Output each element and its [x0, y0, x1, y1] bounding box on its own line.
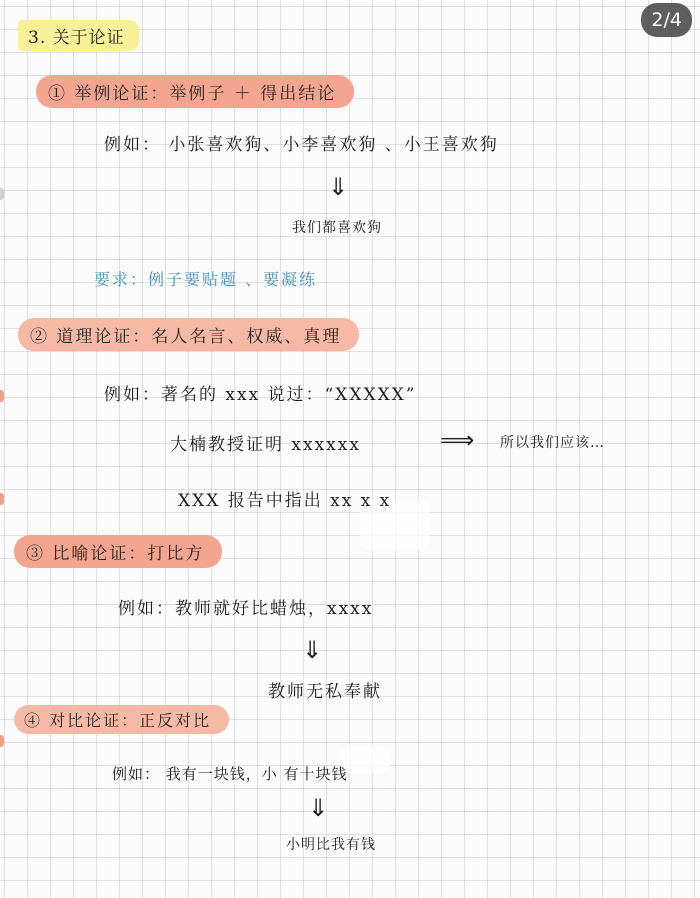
section-2-example: 例如：著名的 xxx 说过：“XXXXX”	[104, 385, 417, 405]
section-2-result: 所以我们应该…	[500, 435, 605, 451]
heading: 3. 关于论证	[18, 20, 139, 51]
section-4-conclusion: 小明比我有钱	[286, 837, 376, 853]
page-edge-mark	[0, 188, 4, 200]
section-2-line-3: XXX 报告中指出 xx x x	[178, 491, 392, 511]
down-arrow-icon: ⇓	[308, 794, 329, 822]
down-arrow-icon: ⇓	[302, 636, 323, 664]
page-edge-mark	[0, 493, 4, 505]
double-right-arrow-icon: ⟹	[440, 426, 475, 454]
section-1-conclusion: 我们都喜欢狗	[292, 220, 382, 236]
down-arrow-icon: ⇓	[328, 173, 349, 201]
section-3-title: ③ 比喻论证：打比方	[14, 535, 222, 568]
section-3-conclusion: 教师无私奉献	[268, 682, 382, 702]
section-2-title: ② 道理论证：名人名言、权威、真理	[18, 318, 359, 351]
page-edge-mark	[0, 390, 4, 402]
section-1-example: 例如： 小张喜欢狗、小李喜欢狗 、小王喜欢狗	[104, 135, 499, 155]
section-1-requirement: 要求：例子要贴题 、要凝练	[94, 270, 318, 289]
section-1-title: ① 举例论证：举例子 ＋ 得出结论	[36, 75, 354, 108]
section-3-example: 例如：教师就好比蜡烛，xxxx	[118, 599, 374, 619]
section-4-title: ④ 对比论证：正反对比	[14, 705, 229, 734]
section-4-example: 例如： 我有一块钱，小 有十块钱	[112, 765, 348, 783]
page-indicator: 2/4	[641, 3, 692, 37]
section-2-line-2: 大楠教授证明 xxxxxx	[170, 435, 361, 455]
page-edge-mark	[0, 735, 4, 747]
